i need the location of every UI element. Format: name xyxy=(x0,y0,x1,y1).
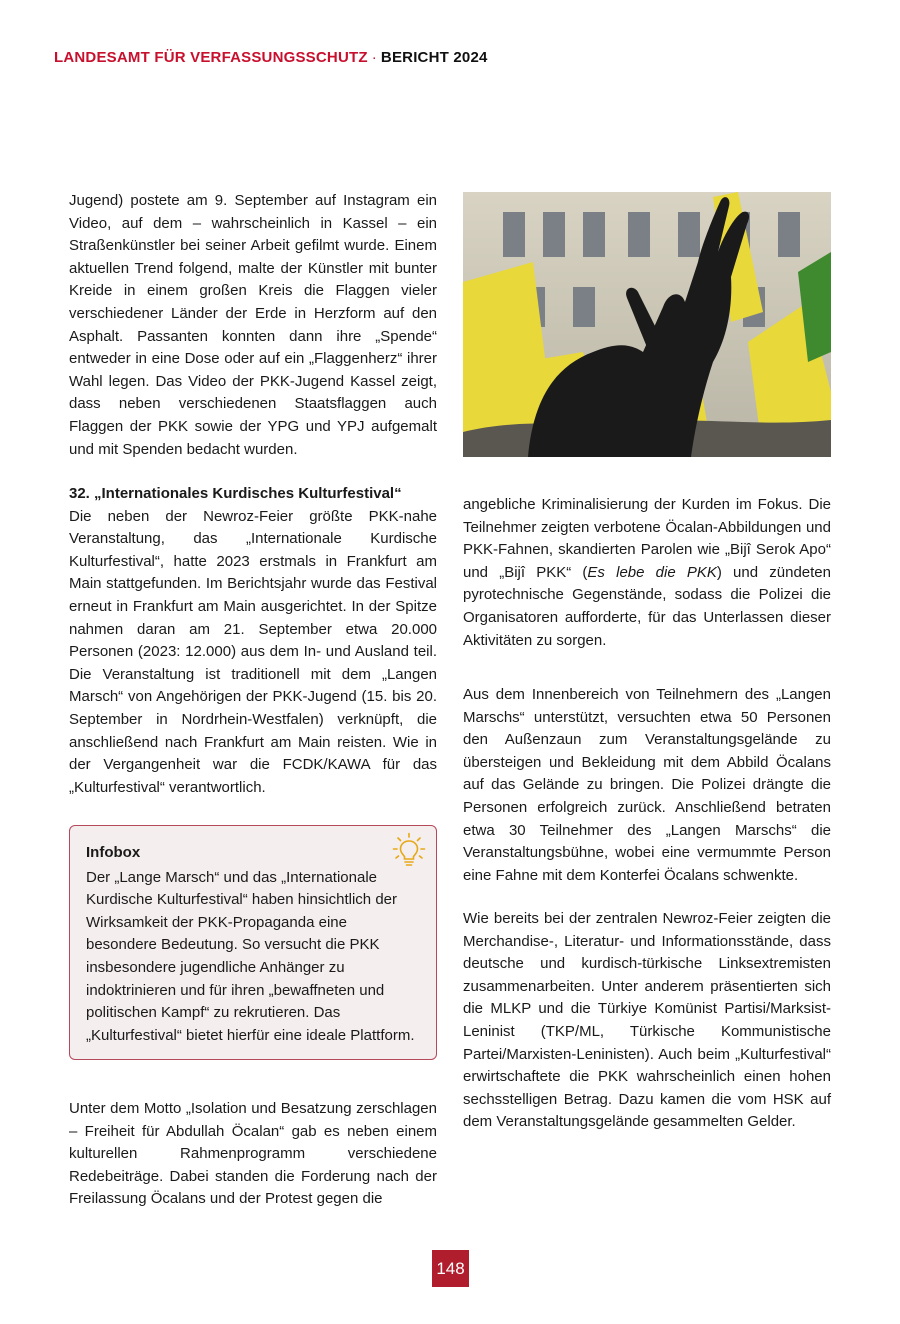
paragraph-text: ) und zündeten pyrotechnische Gegenstände, sodass die Polizei die Organisatoren aufforderte, für das Unterlassen dieser Aktivitäten zu sorgen. xyxy=(463,563,831,649)
right-column-top xyxy=(463,494,831,652)
right-column-middle xyxy=(463,684,831,887)
paragraph xyxy=(463,494,831,652)
paragraph: Die neben der Newroz-Feier größte PKK-nahe Veranstaltung, das „Internationale Kurdische Kulturfestival“, hatte 2023 erstmals in Frankfurt am Main stattgefunden. Im Berichtsjahr wurde das Festival erneut in Frankfurt am Main ausgerichtet. In der Spitze nahmen daran am 21. September etwa 20.000 Personen (2023: 12.000) aus dem In- und Ausland teil. Die Veranstaltung ist traditionell mit dem „Langen Marsch“ von Angehörigen der PKK-Jugend (15. bis 20. September in Nordrhein-Westfalen) verknüpft, die anschließend nach Frankfurt am Main reisten. Wie in der Vergangenheit war die FCDK/KAWA für das „Kulturfestival“ verantwortlich. xyxy=(69,507,437,796)
running-header xyxy=(54,49,488,66)
lightbulb-icon xyxy=(392,832,426,868)
paragraph: Wie bereits bei der zentralen Newroz-Feier zeigten die Merchandise-, Literatur- und Informationsstände, dass deutsche und kurdisch-türkische Linksextremisten zusammenarbeiten. Unter anderem präsentierten sich die MLKP und die Türkiye Komünist Partisi/Marksist-Leninist (TKP/ML, Türkische Kommunistische Partei/Marxisten-Leninisten). Auch beim „Kulturfestival“ erwirtschaftete die PKK wahrscheinlich einen hohen sechsstelligen Betrag. Dazu kamen die vom HSK auf dem Veranstaltungsgelände gesammelten Gelder. xyxy=(463,910,831,1131)
paragraph: Aus dem Innenbereich von Teilnehmern des „Langen Marschs“ unterstützt, versuchten etwa 50 Personen den Außenzaun zum Veranstaltungsgelände zu übersteigen und Bekleidung mit dem Abbild Öcalans auf das Gelände zu bringen. Die Polizei drängte die Personen erfolgreich zurück. Anschließend betraten etwa 30 Teilnehmer des „Langen Marschs“ die Veranstaltungsbühne, wobei eine vermummte Person eine Fahne mit dem Konterfei Öcalans schwenkte. xyxy=(463,686,831,884)
paragraph: Jugend) postete am 9. September auf Instagram ein Video, auf dem – wahrscheinlich in Kassel – ein Straßenkünstler bei seiner Arbeit gefilmt wurde. Einem aktuellen Trend folgend, malte der Künstler mit bunter Kreide in einem großen Kreis die Flaggen vieler verschiedener Länder der Erde in Herzform auf den Asphalt. Passanten konnten dann ihre „Spende“ entweder in eine Dose oder auf ein „Flaggenherz“ ihrer Wahl legen. Das Video der PKK-Jugend Kassel zeigt, dass neben verschiedenen Staatsflaggen auch Flaggen der PKK sowie der YPG und YPJ aufgemalt und mit Spenden bedacht wurden. xyxy=(69,192,437,458)
infobox-title: Infobox xyxy=(86,844,141,861)
header-organization: LANDESAMT FÜR VERFASSUNGSSCHUTZ xyxy=(54,49,368,66)
infobox xyxy=(69,825,437,1060)
protest-photo xyxy=(463,192,831,457)
photo-illustration xyxy=(463,192,831,457)
left-column-section xyxy=(69,483,437,799)
infobox-text: Der „Lange Marsch“ und das „Internationale Kurdische Kulturfestival“ haben hinsichtlich der Wirksamkeit der PKK-Propaganda eine besondere Bedeutung. So versucht die PKK insbesondere jugendliche Anhänger zu indoktrinieren und für ihren „bewaffneten und politischen Kampf“ zu rekrutieren. Das „Kulturfestival“ bietet hierfür eine ideale Plattform. xyxy=(86,868,415,1044)
paragraph: Unter dem Motto „Isolation und Besatzung zerschlagen – Freiheit für Abdullah Öcalan“ gab es neben einem kulturellen Rahmenprogramm verschiedene Redebeiträge. Dabei standen die Forderung nach der Freilassung Öcalans und der Protest gegen die xyxy=(69,1100,437,1208)
right-column-bottom xyxy=(463,908,831,1134)
header-report: BERICHT 2024 xyxy=(380,49,488,66)
page-number: 148 xyxy=(432,1250,469,1287)
emphasis-text: Es lebe die PKK xyxy=(587,563,717,581)
left-column-bottom xyxy=(69,1098,437,1211)
header-separator: · xyxy=(371,49,377,66)
left-column-top xyxy=(69,190,437,461)
paragraph-text: angebliche Kriminalisierung der Kurden im Fokus. Die Teilnehmer zeigten verbotene Öcalan-Abbildungen und PKK-Fahnen, skandierten Parolen wie „Bijî Serok Apo“ und „Bijî PKK“ ( xyxy=(463,496,831,581)
section-heading: 32. „Internationales Kurdisches Kulturfestival“ xyxy=(69,485,402,502)
